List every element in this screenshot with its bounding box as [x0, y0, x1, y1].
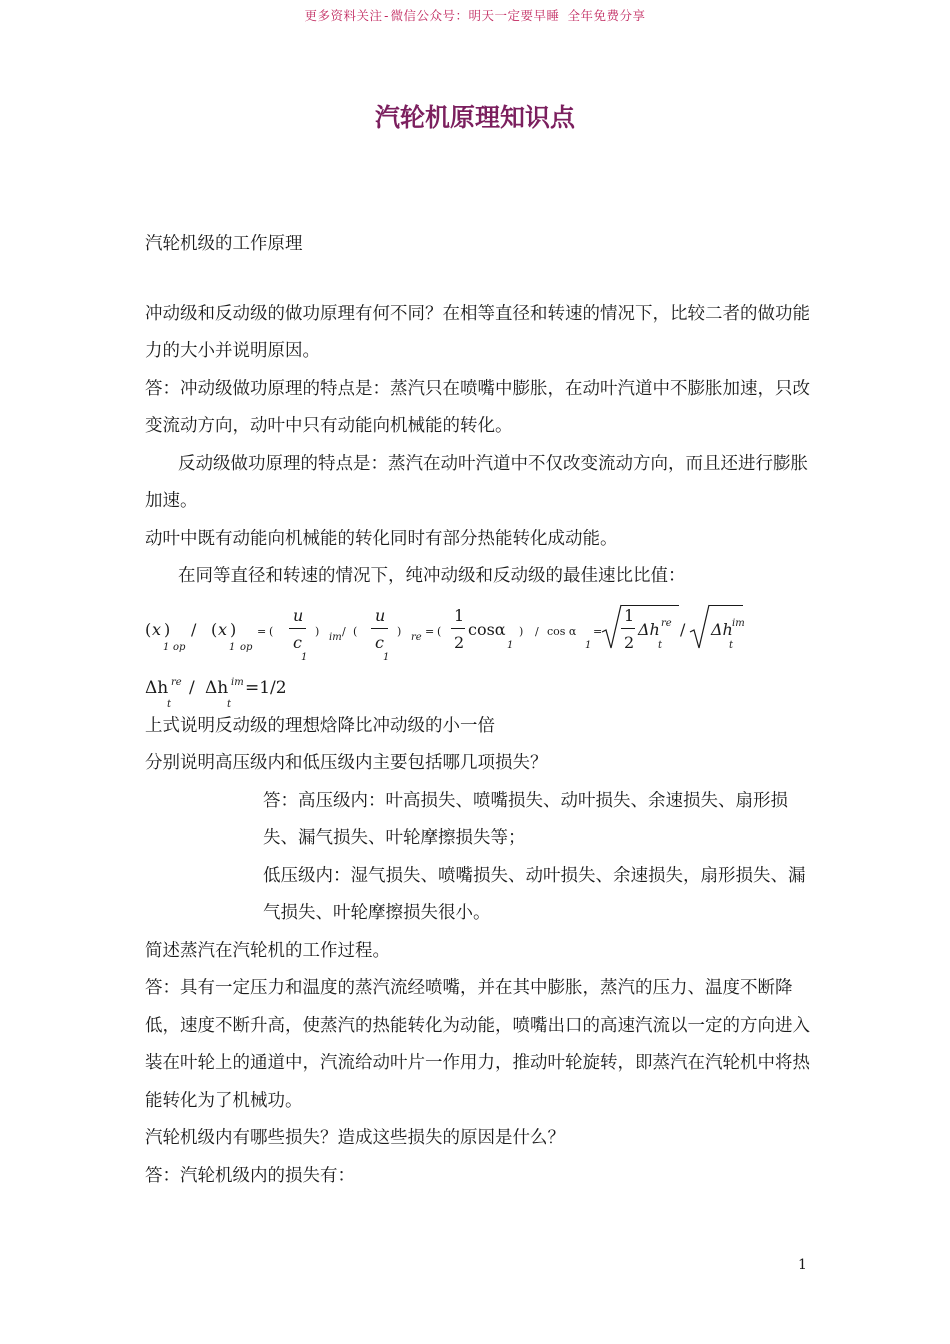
var-c: c [375, 632, 384, 652]
half-numerator: 1 [624, 605, 635, 625]
answer-3: 答：具有一定压力和温度的蒸汽流经喷嘴，并在其中膨胀，蒸汽的压力、温度不断降低，速度不断升高，使蒸汽的热能转化为动能，喷嘴出口的高速汽流以一定的方向进入装在叶轮上的通道中，汽流给动叶片一作用力，推动叶轮旋转，即蒸汽在汽轮机中将热能转化为了机械功。 [145, 978, 810, 1111]
var-u: u [293, 605, 304, 625]
paren-open: ( [353, 624, 358, 638]
delta-h: Δh [205, 677, 229, 698]
sup-im: im [732, 617, 745, 629]
sub-1: 1 [163, 641, 170, 653]
answer-1-reaction: 反动级做功原理的特点是：蒸汽在动叶汽道中不仅改变流动方向，而且还进行膨胀加速。 [145, 453, 808, 511]
paren-close: ) [230, 619, 237, 639]
sub-op: op [240, 641, 253, 653]
question-3: 简述蒸汽在汽轮机的工作过程。 [145, 940, 390, 961]
sqrt-sign [689, 604, 711, 650]
paren-open: ( [145, 619, 152, 639]
paren-open: ( [269, 624, 274, 638]
fraction-bar [621, 628, 635, 629]
result: =1/2 [245, 677, 287, 698]
question-1: 冲动级和反动级的做功原理有何不同？在相等直径和转速的情况下，比较二者的做功能力的大小并说明原因。 [145, 303, 810, 361]
slash: / [189, 677, 195, 698]
sup-im: im [231, 676, 244, 688]
equals: = [257, 624, 267, 638]
equals: = [425, 624, 435, 638]
slash: / [535, 624, 539, 638]
delta-h: Δh [638, 619, 660, 639]
fraction-bar [451, 628, 465, 629]
answer-2-low-pressure: 低压级内：湿气损失、喷嘴损失、动叶损失、余速损失，扇形损失、漏气损失、叶轮摩擦损失很小。 [263, 865, 806, 923]
slash: / [680, 619, 686, 639]
delta-h: Δh [145, 677, 169, 698]
sub-t: t [167, 698, 172, 710]
spacer [145, 264, 817, 296]
sub-t: t [227, 698, 232, 710]
sub-1: 1 [229, 641, 236, 653]
var-x: x [218, 619, 228, 639]
sub-1: 1 [301, 651, 308, 663]
sub-re: re [411, 631, 422, 643]
paren-open: ( [211, 619, 218, 639]
paren-close: ) [397, 624, 402, 638]
sub-t: t [658, 639, 663, 651]
radical-bar [709, 605, 743, 606]
equals: = [593, 624, 603, 638]
document-title: 汽轮机原理知识点 [374, 103, 575, 132]
question-2: 分别说明高压级内和低压级内主要包括哪几项损失？ [145, 753, 548, 773]
paren-close: ) [519, 624, 524, 638]
sqrt-sign [601, 604, 623, 650]
question-4: 汽轮机级内有哪些损失？造成这些损失的原因是什么？ [145, 1128, 565, 1148]
var-x: x [152, 619, 162, 639]
half-numerator: 1 [454, 605, 465, 625]
half-denominator: 2 [624, 632, 635, 652]
sup-re: re [171, 676, 182, 688]
paren-open: ( [437, 624, 442, 638]
page-number: 1 [798, 1257, 807, 1273]
enthalpy-ratio-formula [145, 670, 817, 710]
cos-alpha: cosα [468, 619, 506, 639]
var-c: c [293, 632, 302, 652]
velocity-ratio-formula [145, 602, 817, 666]
sub-1: 1 [383, 651, 390, 663]
sub-1: 1 [585, 639, 592, 651]
fraction-bar [371, 628, 388, 629]
answer-1-ratio-intro: 在同等直径和转速的情况下，纯冲动级和反动级的最佳速比比值： [178, 566, 686, 586]
paren-close: ) [164, 619, 171, 639]
section-heading: 汽轮机级的工作原理 [145, 234, 303, 254]
answer-1-energy: 动叶中既有动能向机械能的转化同时有部分热能转化成动能。 [145, 528, 618, 549]
document-body [145, 226, 817, 1195]
half-denominator: 2 [454, 632, 465, 652]
answer-1-conclusion: 上式说明反动级的理想焓降比冲动级的小一倍 [145, 715, 495, 736]
slash: / [191, 619, 197, 639]
sub-im: im [329, 631, 342, 643]
paren-close: ) [315, 624, 320, 638]
answer-1: 答：冲动级做功原理的特点是：蒸汽只在喷嘴中膨胀，在动叶汽道中不膨胀加速，只改变流动方向，动叶中只有动能向机械能的转化。 [145, 378, 810, 436]
delta-h: Δh [711, 619, 733, 639]
var-u: u [375, 605, 386, 625]
fraction-bar [289, 628, 306, 629]
header-banner: 更多资料关注-微信公众号：明天一定要早睡 全年免费分享 [304, 8, 646, 23]
sub-op: op [173, 641, 186, 653]
answer-4: 答：汽轮机级内的损失有： [145, 1165, 355, 1186]
slash: / [342, 624, 346, 638]
answer-2-high-pressure: 答：高压级内：叶高损失、喷嘴损失、动叶损失、余速损失、扇形损失、漏气损失、叶轮摩擦损失等； [263, 790, 788, 848]
cos-alpha-denominator: cos α [547, 624, 577, 638]
sub-t: t [729, 639, 734, 651]
sup-re: re [661, 617, 672, 629]
sub-1: 1 [507, 639, 514, 651]
